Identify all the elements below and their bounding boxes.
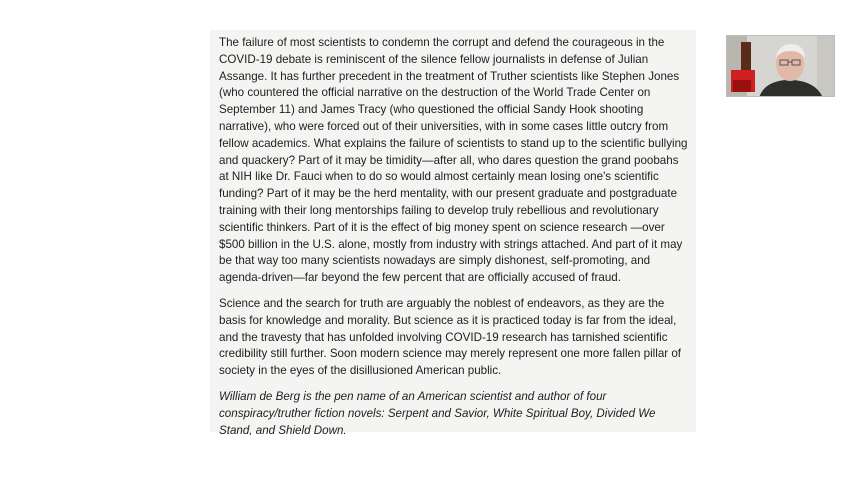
- presenter-video-icon: [727, 36, 835, 97]
- webcam-overlay: [726, 35, 835, 97]
- paragraph-2: Science and the search for truth are arguably the noblest of endeavors, as they are the basis for knowledge and morality. But science as it is practiced today is far from the ideal, and the travesty that has unfolded involving COVID-19 research has tarnished scientific credibility still further. Soon modern science may merely represent one more fallen pillar of society in the eyes of the disillusioned American public.: [219, 296, 682, 378]
- document-text: [219, 35, 691, 448]
- paragraph-1: The failure of most scientists to condemn the corrupt and defend the courageous in the COVID-19 debate is reminiscent of the silence fellow journalists in defense of Julian Assange. It has further precedent in the treatment of Truther scientists like Stephen Jones (who countered the official narrative on the destruction of the World Trade Center on September 11) and James Tracy (who questioned the official Sandy Hook shooting narrative), who were forced out of their universities, with in some cases little outcry from fellow academics. What explains the failure of scientists to stand up to the scientific bullying and quackery? Part of it may be timidity—after all, who dares question the grand poobahs at NIH like Dr. Fauci when to do so would almost certainly mean losing one's scientific funding? Part of it may be the herd mentality, with our present graduate and postgraduate training with their long mentorships failing to develop truly rebellious and revolutionary scientific thinkers. Part of it is the effect of big money spent on science research —over $500 billion in the U.S. alone, mostly from industry with strings attached. And part of it may be that way too many scientists nowadays are simply dishonest, self-promoting, and agenda-driven—far beyond the few percent that are officially accused of fraud.: [219, 36, 688, 285]
- author-byline: William de Berg is the pen name of an American scientist and author of four conspiracy/truther fiction novels: Serpent and Savior, White Spiritual Boy, Divided We Stand, and Shield Down.: [219, 389, 656, 437]
